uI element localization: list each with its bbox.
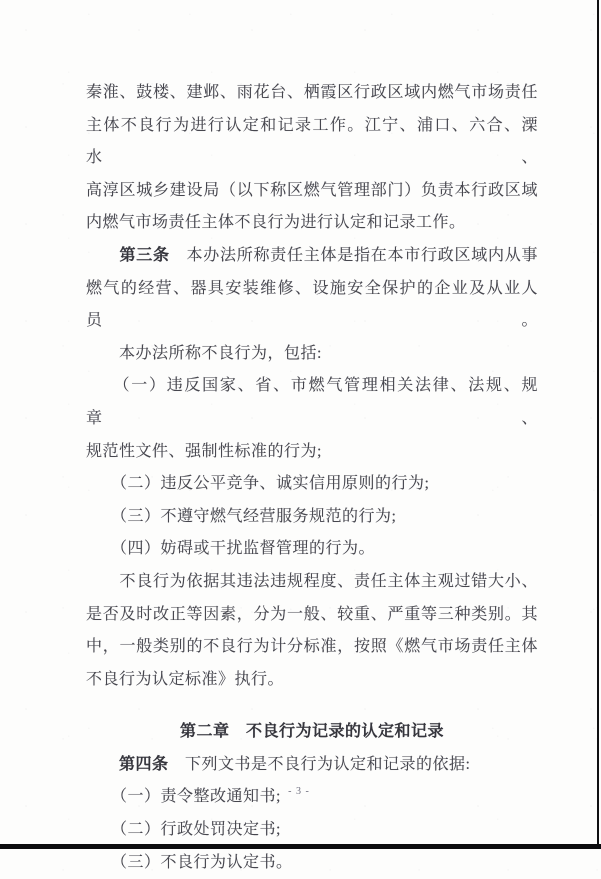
text-line: [86, 273, 538, 338]
text-line: [86, 501, 538, 534]
text-column: [86, 77, 538, 879]
text-segment: （二）行政处罚决定书;: [86, 821, 281, 839]
text-line: [86, 749, 538, 782]
text-line: [86, 175, 538, 208]
text-line: [86, 370, 538, 435]
text-line: [86, 77, 538, 110]
text-line: [86, 533, 538, 566]
text-segment: （三）不遵守燃气经营服务规范的行为;: [86, 507, 397, 525]
text-segment: 是否及时改正等因素，分为一般、较重、严重等三种类别。其: [86, 605, 538, 623]
text-line: [86, 814, 538, 847]
text-line: [86, 566, 538, 599]
text-segment: [86, 247, 120, 264]
text-line: [86, 847, 538, 879]
text-line: [86, 207, 538, 240]
text-segment: 不良行为依据其违法违规程度、责任主体主观过错大小、: [86, 572, 538, 590]
text-segment: 下列文书是不良行为认定和记录的依据:: [168, 755, 471, 773]
text-line: [86, 664, 538, 697]
text-segment: 燃气的经营、器具安装维修、设施安全保护的企业及从业人员。: [86, 279, 538, 330]
text-segment: （四）妨碍或干扰监督管理的行为。: [86, 540, 376, 558]
text-segment: 主体不良行为进行认定和记录工作。江宁、浦口、六合、溧水、: [86, 116, 538, 167]
scan-edge-bottom: [0, 844, 601, 849]
chapter-heading: [86, 716, 538, 749]
page-number: - 3 -: [288, 786, 310, 797]
bold-term: 第三条: [119, 246, 170, 264]
text-line: [86, 468, 538, 501]
text-segment: 不良行为认定标准》执行。: [86, 670, 285, 688]
text-segment: 高淳区城乡建设局（以下称区燃气管理部门）负责本行政区域: [86, 181, 538, 199]
text-line: [86, 436, 538, 469]
text-segment: 中，一般类别的不良行为计分标准，按照《燃气市场责任主体: [86, 638, 538, 656]
scan-edge-right: [597, 0, 599, 849]
text-segment: （一）违反国家、省、市燃气管理相关法律、法规、规章、: [86, 377, 538, 427]
text-segment: 本办法所称责任主体是指在本市行政区域内从事: [169, 246, 538, 264]
text-line: [86, 110, 538, 175]
text-segment: 规范性文件、强制性标准的行为;: [86, 442, 322, 460]
text-segment: （二）违反公平竞争、诚实信用原则的行为;: [86, 475, 430, 493]
text-segment: [86, 756, 119, 773]
text-line: [86, 240, 538, 273]
text-line: [86, 599, 538, 632]
text-segment: 本办法所称不良行为，包括:: [86, 344, 322, 362]
bold-term: 第四条: [119, 755, 169, 773]
text-segment: 内燃气市场责任主体不良行为进行认定和记录工作。: [86, 214, 466, 232]
text-line: [86, 631, 538, 664]
text-line: [86, 338, 538, 371]
text-segment: （三）不良行为认定书。: [86, 853, 293, 871]
text-segment: （一）责令整改通知书;: [86, 788, 281, 806]
bold-term: 第二章 不良行为记录的认定和记录: [179, 723, 444, 741]
text-segment: 秦淮、鼓楼、建邺、雨花台、栖霞区行政区域内燃气市场责任: [86, 84, 538, 101]
